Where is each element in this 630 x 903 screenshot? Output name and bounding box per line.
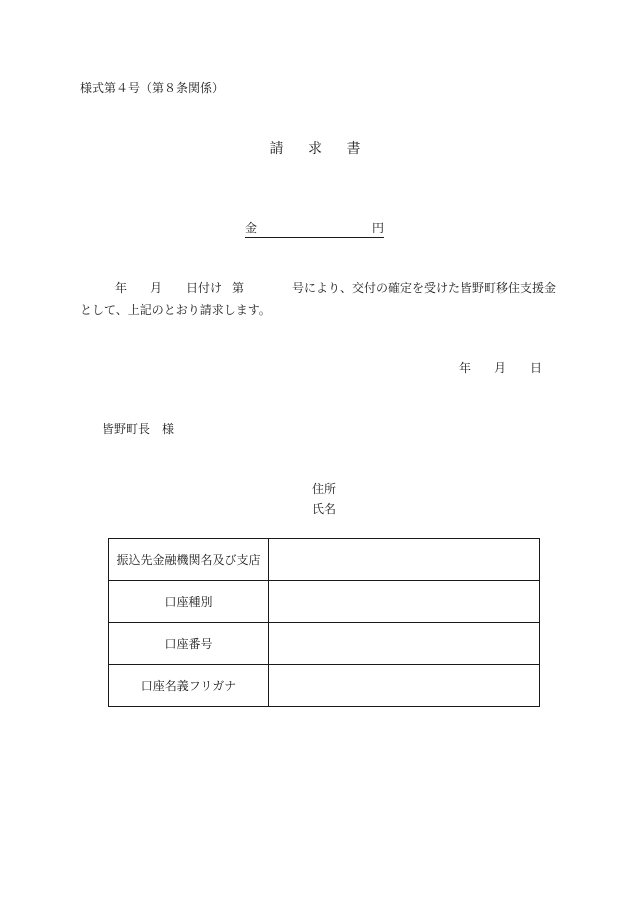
- addressee: [102, 423, 174, 435]
- body-line-2: として、上記のとおり請求します。: [80, 303, 271, 317]
- body-line1-tail: 号により、交付の確定を受けた皆野町移住支援金: [292, 281, 557, 295]
- addressee-name: 皆野町長: [102, 422, 151, 436]
- account-holder-kana-label: 口座名義フリガナ: [109, 665, 269, 707]
- date-month: 月: [494, 361, 507, 375]
- body-dated: 日付け: [186, 281, 223, 295]
- applicant-name-label: 氏名: [312, 502, 337, 516]
- body-year: 年: [115, 281, 128, 295]
- date-day: 日: [530, 361, 543, 375]
- date-year: 年: [459, 361, 472, 375]
- bank-name-field[interactable]: [269, 539, 540, 581]
- body-number-prefix: 第: [232, 281, 245, 295]
- amount-suffix: 円: [371, 221, 384, 235]
- table-row: [109, 539, 540, 581]
- table-row: [109, 581, 540, 623]
- table-row: [109, 623, 540, 665]
- page-title: 請 求 書: [269, 141, 371, 157]
- account-number-label: 口座番号: [109, 623, 269, 665]
- bank-name-label: 振込先金融機関名及び支店: [109, 539, 269, 581]
- form-number: 様式第４号（第８条関係）: [80, 81, 225, 95]
- amount-field[interactable]: [245, 222, 384, 238]
- body-month: 月: [150, 281, 163, 295]
- addressee-honorific: 様: [162, 422, 175, 436]
- account-type-field[interactable]: [269, 581, 540, 623]
- amount-prefix: 金: [245, 221, 258, 235]
- account-type-label: 口座種別: [109, 581, 269, 623]
- bank-account-table: [108, 538, 540, 707]
- account-number-field[interactable]: [269, 623, 540, 665]
- account-holder-kana-field[interactable]: [269, 665, 540, 707]
- applicant-address-label: 住所: [312, 482, 337, 496]
- table-row: [109, 665, 540, 707]
